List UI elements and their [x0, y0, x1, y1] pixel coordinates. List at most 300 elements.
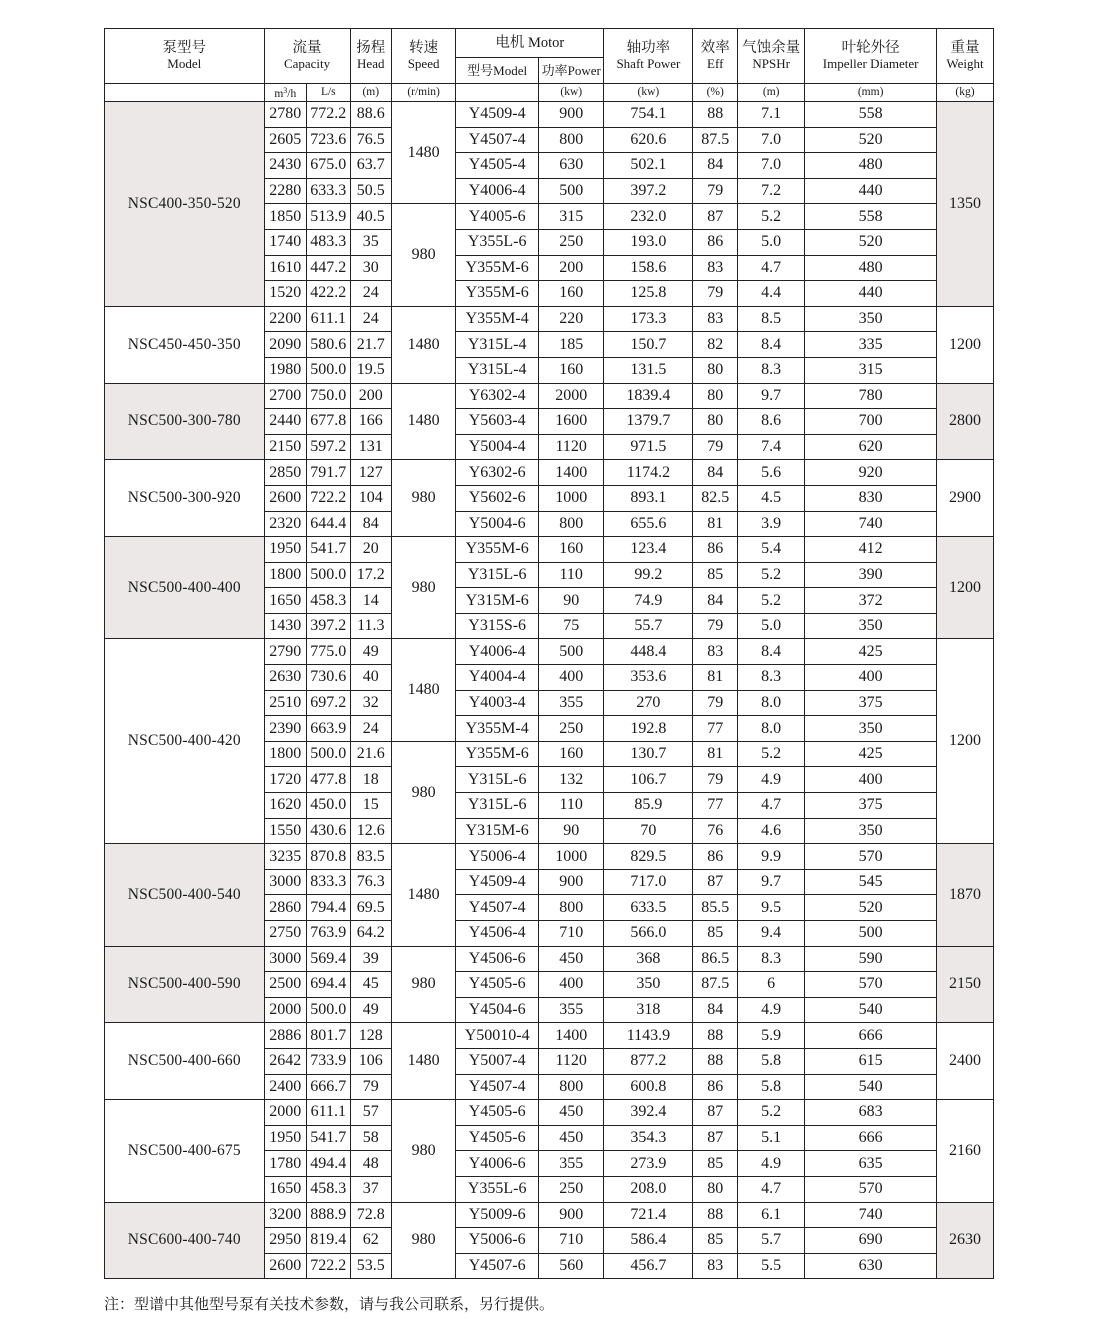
shaft-power-cell: 456.7: [604, 1253, 693, 1279]
speed-cell: 980: [391, 204, 455, 306]
model-cell: NSC500-400-590: [105, 946, 265, 1023]
head-cell: 62: [350, 1228, 391, 1254]
eff-cell: 80: [693, 409, 738, 435]
col-impeller: 叶轮外径 Impeller Diameter: [805, 29, 937, 84]
motor-model-cell: Y5006-4: [456, 844, 539, 870]
shaft-power-cell: 566.0: [604, 921, 693, 947]
motor-model-cell: Y5007-4: [456, 1048, 539, 1074]
weight-cell: 2160: [936, 1100, 993, 1202]
motor-power-cell: 90: [539, 818, 604, 844]
impeller-cell: 480: [805, 153, 937, 179]
flow-m3h-cell: 3235: [264, 844, 306, 870]
motor-power-cell: 110: [539, 562, 604, 588]
flow-m3h-cell: 2780: [264, 102, 306, 128]
head-cell: 64.2: [350, 921, 391, 947]
motor-model-cell: Y4006-4: [456, 178, 539, 204]
head-cell: 200: [350, 383, 391, 409]
head-cell: 104: [350, 485, 391, 511]
head-cell: 24: [350, 281, 391, 307]
impeller-cell: 630: [805, 1253, 937, 1279]
speed-cell: 1480: [391, 1023, 455, 1100]
model-cell: NSC500-300-920: [105, 460, 265, 537]
eff-cell: 84: [693, 153, 738, 179]
flow-ls-cell: 694.4: [307, 972, 351, 998]
motor-model-cell: Y5602-6: [456, 485, 539, 511]
eff-cell: 77: [693, 793, 738, 819]
head-cell: 11.3: [350, 613, 391, 639]
flow-m3h-cell: 2790: [264, 639, 306, 665]
shaft-power-cell: 971.5: [604, 434, 693, 460]
motor-power-cell: 450: [539, 1100, 604, 1126]
motor-power-cell: 900: [539, 102, 604, 128]
impeller-cell: 375: [805, 690, 937, 716]
head-cell: 48: [350, 1151, 391, 1177]
shaft-power-cell: 85.9: [604, 793, 693, 819]
spec-body: [105, 102, 994, 1279]
weight-cell: 1350: [936, 102, 993, 307]
impeller-cell: 372: [805, 588, 937, 614]
shaft-power-cell: 270: [604, 690, 693, 716]
flow-ls-cell: 666.7: [307, 1074, 351, 1100]
npsh-cell: 8.4: [738, 332, 805, 358]
npsh-cell: 6.1: [738, 1202, 805, 1228]
impeller-cell: 635: [805, 1151, 937, 1177]
shaft-power-cell: 130.7: [604, 741, 693, 767]
shaft-power-cell: 232.0: [604, 204, 693, 230]
flow-m3h-cell: 2886: [264, 1023, 306, 1049]
motor-power-cell: 800: [539, 1074, 604, 1100]
flow-ls-cell: 422.2: [307, 281, 351, 307]
head-cell: 30: [350, 255, 391, 281]
npsh-cell: 4.4: [738, 281, 805, 307]
unit-head: (m): [350, 84, 391, 102]
head-cell: 12.6: [350, 818, 391, 844]
motor-model-cell: Y355M-6: [456, 537, 539, 563]
flow-m3h-cell: 3000: [264, 869, 306, 895]
impeller-cell: 615: [805, 1048, 937, 1074]
impeller-cell: 520: [805, 229, 937, 255]
flow-m3h-cell: 2280: [264, 178, 306, 204]
flow-ls-cell: 430.6: [307, 818, 351, 844]
npsh-cell: 7.0: [738, 127, 805, 153]
npsh-cell: 4.7: [738, 1176, 805, 1202]
motor-model-cell: Y4006-6: [456, 1151, 539, 1177]
pump-spec-table: [104, 28, 994, 1279]
eff-cell: 79: [693, 613, 738, 639]
flow-m3h-cell: 2950: [264, 1228, 306, 1254]
impeller-cell: 700: [805, 409, 937, 435]
motor-power-cell: 400: [539, 665, 604, 691]
flow-ls-cell: 541.7: [307, 537, 351, 563]
flow-ls-cell: 458.3: [307, 588, 351, 614]
motor-power-cell: 800: [539, 895, 604, 921]
eff-cell: 84: [693, 997, 738, 1023]
eff-cell: 80: [693, 1176, 738, 1202]
model-cell: NSC500-400-675: [105, 1100, 265, 1202]
motor-model-cell: Y4505-6: [456, 1100, 539, 1126]
motor-model-cell: Y4504-6: [456, 997, 539, 1023]
motor-model-cell: Y315L-6: [456, 562, 539, 588]
model-cell: NSC500-400-420: [105, 639, 265, 844]
eff-cell: 87.5: [693, 972, 738, 998]
motor-power-cell: 90: [539, 588, 604, 614]
flow-m3h-cell: 1650: [264, 1176, 306, 1202]
flow-ls-cell: 722.2: [307, 485, 351, 511]
eff-cell: 85.5: [693, 895, 738, 921]
motor-model-cell: Y355M-6: [456, 255, 539, 281]
motor-power-cell: 710: [539, 1228, 604, 1254]
motor-model-cell: Y4507-4: [456, 1074, 539, 1100]
head-cell: 72.8: [350, 1202, 391, 1228]
model-cell: NSC400-350-520: [105, 102, 265, 307]
flow-ls-cell: 458.3: [307, 1176, 351, 1202]
shaft-power-cell: 150.7: [604, 332, 693, 358]
speed-cell: 980: [391, 537, 455, 639]
shaft-power-cell: 655.6: [604, 511, 693, 537]
shaft-power-cell: 99.2: [604, 562, 693, 588]
motor-power-cell: 110: [539, 793, 604, 819]
weight-cell: 1200: [936, 639, 993, 844]
impeller-cell: 520: [805, 127, 937, 153]
flow-ls-cell: 500.0: [307, 357, 351, 383]
eff-cell: 82.5: [693, 485, 738, 511]
shaft-power-cell: 893.1: [604, 485, 693, 511]
motor-model-cell: Y355L-6: [456, 1176, 539, 1202]
flow-ls-cell: 597.2: [307, 434, 351, 460]
eff-cell: 88: [693, 1048, 738, 1074]
motor-model-cell: Y4509-4: [456, 869, 539, 895]
motor-model-cell: Y4507-4: [456, 127, 539, 153]
eff-cell: 86.5: [693, 946, 738, 972]
eff-cell: 88: [693, 102, 738, 128]
flow-m3h-cell: 2000: [264, 997, 306, 1023]
flow-ls-cell: 397.2: [307, 613, 351, 639]
flow-ls-cell: 477.8: [307, 767, 351, 793]
speed-cell: 1480: [391, 102, 455, 204]
head-cell: 37: [350, 1176, 391, 1202]
flow-m3h-cell: 2750: [264, 921, 306, 947]
head-cell: 53.5: [350, 1253, 391, 1279]
impeller-cell: 540: [805, 1074, 937, 1100]
npsh-cell: 5.4: [738, 537, 805, 563]
model-cell: NSC500-400-400: [105, 537, 265, 639]
shaft-power-cell: 620.6: [604, 127, 693, 153]
unit-impeller: (mm): [805, 84, 937, 102]
npsh-cell: 4.9: [738, 767, 805, 793]
flow-m3h-cell: 2630: [264, 665, 306, 691]
shaft-power-cell: 397.2: [604, 178, 693, 204]
shaft-power-cell: 633.5: [604, 895, 693, 921]
npsh-cell: 5.0: [738, 613, 805, 639]
shaft-power-cell: 502.1: [604, 153, 693, 179]
flow-m3h-cell: 2430: [264, 153, 306, 179]
speed-cell: 980: [391, 1100, 455, 1202]
table-row: [105, 1202, 994, 1228]
motor-power-cell: 2000: [539, 383, 604, 409]
npsh-cell: 7.2: [738, 178, 805, 204]
head-cell: 39: [350, 946, 391, 972]
motor-model-cell: Y5603-4: [456, 409, 539, 435]
motor-model-cell: Y315L-4: [456, 332, 539, 358]
unit-power: (kw): [539, 84, 604, 102]
motor-power-cell: 900: [539, 869, 604, 895]
npsh-cell: 6: [738, 972, 805, 998]
shaft-power-cell: 192.8: [604, 716, 693, 742]
npsh-cell: 5.1: [738, 1125, 805, 1151]
npsh-cell: 5.2: [738, 562, 805, 588]
head-cell: 19.5: [350, 357, 391, 383]
motor-model-cell: Y5006-6: [456, 1228, 539, 1254]
eff-cell: 87: [693, 204, 738, 230]
flow-ls-cell: 500.0: [307, 997, 351, 1023]
shaft-power-cell: 717.0: [604, 869, 693, 895]
flow-ls-cell: 447.2: [307, 255, 351, 281]
npsh-cell: 4.9: [738, 997, 805, 1023]
shaft-power-cell: 586.4: [604, 1228, 693, 1254]
npsh-cell: 5.9: [738, 1023, 805, 1049]
npsh-cell: 8.3: [738, 357, 805, 383]
shaft-power-cell: 353.6: [604, 665, 693, 691]
col-weight: 重量 Weight: [936, 29, 993, 84]
motor-model-cell: Y5009-6: [456, 1202, 539, 1228]
flow-ls-cell: 723.6: [307, 127, 351, 153]
impeller-cell: 425: [805, 741, 937, 767]
shaft-power-cell: 318: [604, 997, 693, 1023]
motor-power-cell: 250: [539, 229, 604, 255]
motor-model-cell: Y4507-4: [456, 895, 539, 921]
head-cell: 32: [350, 690, 391, 716]
flow-m3h-cell: 2860: [264, 895, 306, 921]
npsh-cell: 8.6: [738, 409, 805, 435]
flow-ls-cell: 611.1: [307, 1100, 351, 1126]
npsh-cell: 5.6: [738, 460, 805, 486]
impeller-cell: 570: [805, 972, 937, 998]
head-cell: 127: [350, 460, 391, 486]
shaft-power-cell: 877.2: [604, 1048, 693, 1074]
flow-ls-cell: 513.9: [307, 204, 351, 230]
flow-m3h-cell: 1720: [264, 767, 306, 793]
motor-power-cell: 800: [539, 511, 604, 537]
flow-m3h-cell: 1800: [264, 741, 306, 767]
flow-m3h-cell: 2000: [264, 1100, 306, 1126]
weight-cell: 2150: [936, 946, 993, 1023]
npsh-cell: 5.2: [738, 741, 805, 767]
npsh-cell: 7.0: [738, 153, 805, 179]
motor-power-cell: 160: [539, 281, 604, 307]
flow-ls-cell: 697.2: [307, 690, 351, 716]
flow-ls-cell: 722.2: [307, 1253, 351, 1279]
weight-cell: 2400: [936, 1023, 993, 1100]
flow-ls-cell: 569.4: [307, 946, 351, 972]
motor-power-cell: 900: [539, 1202, 604, 1228]
motor-power-cell: 630: [539, 153, 604, 179]
eff-cell: 84: [693, 460, 738, 486]
head-cell: 15: [350, 793, 391, 819]
motor-power-cell: 1600: [539, 409, 604, 435]
eff-cell: 77: [693, 716, 738, 742]
eff-cell: 79: [693, 690, 738, 716]
eff-cell: 81: [693, 741, 738, 767]
motor-power-cell: 710: [539, 921, 604, 947]
npsh-cell: 5.5: [738, 1253, 805, 1279]
eff-cell: 76: [693, 818, 738, 844]
motor-model-cell: Y315L-6: [456, 767, 539, 793]
impeller-cell: 740: [805, 1202, 937, 1228]
weight-cell: 1200: [936, 537, 993, 639]
motor-power-cell: 250: [539, 1176, 604, 1202]
flow-m3h-cell: 1780: [264, 1151, 306, 1177]
motor-model-cell: Y4006-4: [456, 639, 539, 665]
motor-power-cell: 400: [539, 972, 604, 998]
motor-power-cell: 75: [539, 613, 604, 639]
table-row: [105, 306, 994, 332]
shaft-power-cell: 392.4: [604, 1100, 693, 1126]
flow-m3h-cell: 2700: [264, 383, 306, 409]
speed-cell: 1480: [391, 306, 455, 383]
eff-cell: 79: [693, 281, 738, 307]
eff-cell: 85: [693, 1151, 738, 1177]
shaft-power-cell: 354.3: [604, 1125, 693, 1151]
impeller-cell: 666: [805, 1125, 937, 1151]
flow-m3h-cell: 1620: [264, 793, 306, 819]
impeller-cell: 545: [805, 869, 937, 895]
impeller-cell: 425: [805, 639, 937, 665]
impeller-cell: 350: [805, 716, 937, 742]
head-cell: 57: [350, 1100, 391, 1126]
flow-ls-cell: 801.7: [307, 1023, 351, 1049]
flow-m3h-cell: 2600: [264, 1253, 306, 1279]
motor-power-cell: 800: [539, 127, 604, 153]
flow-ls-cell: 633.3: [307, 178, 351, 204]
head-cell: 88.6: [350, 102, 391, 128]
shaft-power-cell: 829.5: [604, 844, 693, 870]
motor-power-cell: 220: [539, 306, 604, 332]
head-cell: 21.6: [350, 741, 391, 767]
flow-ls-cell: 775.0: [307, 639, 351, 665]
shaft-power-cell: 193.0: [604, 229, 693, 255]
impeller-cell: 500: [805, 921, 937, 947]
speed-cell: 980: [391, 946, 455, 1023]
npsh-cell: 4.9: [738, 1151, 805, 1177]
table-row: [105, 460, 994, 486]
flow-ls-cell: 483.3: [307, 229, 351, 255]
npsh-cell: 8.3: [738, 665, 805, 691]
col-speed: 转速 Speed: [391, 29, 455, 84]
table-row: [105, 946, 994, 972]
motor-power-cell: 200: [539, 255, 604, 281]
flow-m3h-cell: 2320: [264, 511, 306, 537]
npsh-cell: 5.2: [738, 588, 805, 614]
motor-model-cell: Y50010-4: [456, 1023, 539, 1049]
motor-model-cell: Y4003-4: [456, 690, 539, 716]
eff-cell: 87.5: [693, 127, 738, 153]
flow-m3h-cell: 2605: [264, 127, 306, 153]
head-cell: 76.5: [350, 127, 391, 153]
head-cell: 58: [350, 1125, 391, 1151]
head-cell: 128: [350, 1023, 391, 1049]
shaft-power-cell: 70: [604, 818, 693, 844]
npsh-cell: 4.7: [738, 255, 805, 281]
weight-cell: 2630: [936, 1202, 993, 1279]
col-motor-power: 功率Power: [539, 58, 604, 84]
flow-m3h-cell: 1950: [264, 537, 306, 563]
impeller-cell: 400: [805, 767, 937, 793]
head-cell: 69.5: [350, 895, 391, 921]
flow-ls-cell: 733.9: [307, 1048, 351, 1074]
flow-m3h-cell: 2150: [264, 434, 306, 460]
weight-cell: 1200: [936, 306, 993, 383]
flow-ls-cell: 494.4: [307, 1151, 351, 1177]
motor-model-cell: Y355M-6: [456, 741, 539, 767]
motor-power-cell: 160: [539, 741, 604, 767]
motor-model-cell: Y6302-6: [456, 460, 539, 486]
flow-ls-cell: 541.7: [307, 1125, 351, 1151]
flow-ls-cell: 730.6: [307, 665, 351, 691]
flow-m3h-cell: 2440: [264, 409, 306, 435]
flow-m3h-cell: 1650: [264, 588, 306, 614]
impeller-cell: 620: [805, 434, 937, 460]
head-cell: 45: [350, 972, 391, 998]
impeller-cell: 570: [805, 1176, 937, 1202]
motor-model-cell: Y4509-4: [456, 102, 539, 128]
impeller-cell: 558: [805, 102, 937, 128]
eff-cell: 83: [693, 306, 738, 332]
weight-cell: 1870: [936, 844, 993, 946]
head-cell: 166: [350, 409, 391, 435]
shaft-power-cell: 158.6: [604, 255, 693, 281]
flow-m3h-cell: 1950: [264, 1125, 306, 1151]
motor-power-cell: 450: [539, 1125, 604, 1151]
shaft-power-cell: 600.8: [604, 1074, 693, 1100]
flow-m3h-cell: 2090: [264, 332, 306, 358]
motor-model-cell: Y355M-4: [456, 306, 539, 332]
head-cell: 49: [350, 639, 391, 665]
motor-power-cell: 250: [539, 716, 604, 742]
eff-cell: 85: [693, 921, 738, 947]
motor-model-cell: Y4506-4: [456, 921, 539, 947]
table-row: [105, 1100, 994, 1126]
eff-cell: 81: [693, 665, 738, 691]
impeller-cell: 480: [805, 255, 937, 281]
flow-m3h-cell: 3000: [264, 946, 306, 972]
motor-model-cell: Y355L-6: [456, 229, 539, 255]
motor-power-cell: 1400: [539, 1023, 604, 1049]
npsh-cell: 8.3: [738, 946, 805, 972]
table-row: [105, 639, 994, 665]
shaft-power-cell: 173.3: [604, 306, 693, 332]
impeller-cell: 590: [805, 946, 937, 972]
shaft-power-cell: 1839.4: [604, 383, 693, 409]
flow-ls-cell: 663.9: [307, 716, 351, 742]
eff-cell: 79: [693, 767, 738, 793]
impeller-cell: 400: [805, 665, 937, 691]
npsh-cell: 4.5: [738, 485, 805, 511]
head-cell: 131: [350, 434, 391, 460]
eff-cell: 83: [693, 255, 738, 281]
shaft-power-cell: 1379.7: [604, 409, 693, 435]
npsh-cell: 8.4: [738, 639, 805, 665]
npsh-cell: 5.0: [738, 229, 805, 255]
unit-shaft: (kw): [604, 84, 693, 102]
npsh-cell: 7.1: [738, 102, 805, 128]
motor-model-cell: Y315M-6: [456, 818, 539, 844]
motor-model-cell: Y5004-6: [456, 511, 539, 537]
motor-power-cell: 450: [539, 946, 604, 972]
motor-model-cell: Y4505-6: [456, 1125, 539, 1151]
speed-cell: 980: [391, 1202, 455, 1279]
shaft-power-cell: 721.4: [604, 1202, 693, 1228]
eff-cell: 88: [693, 1202, 738, 1228]
